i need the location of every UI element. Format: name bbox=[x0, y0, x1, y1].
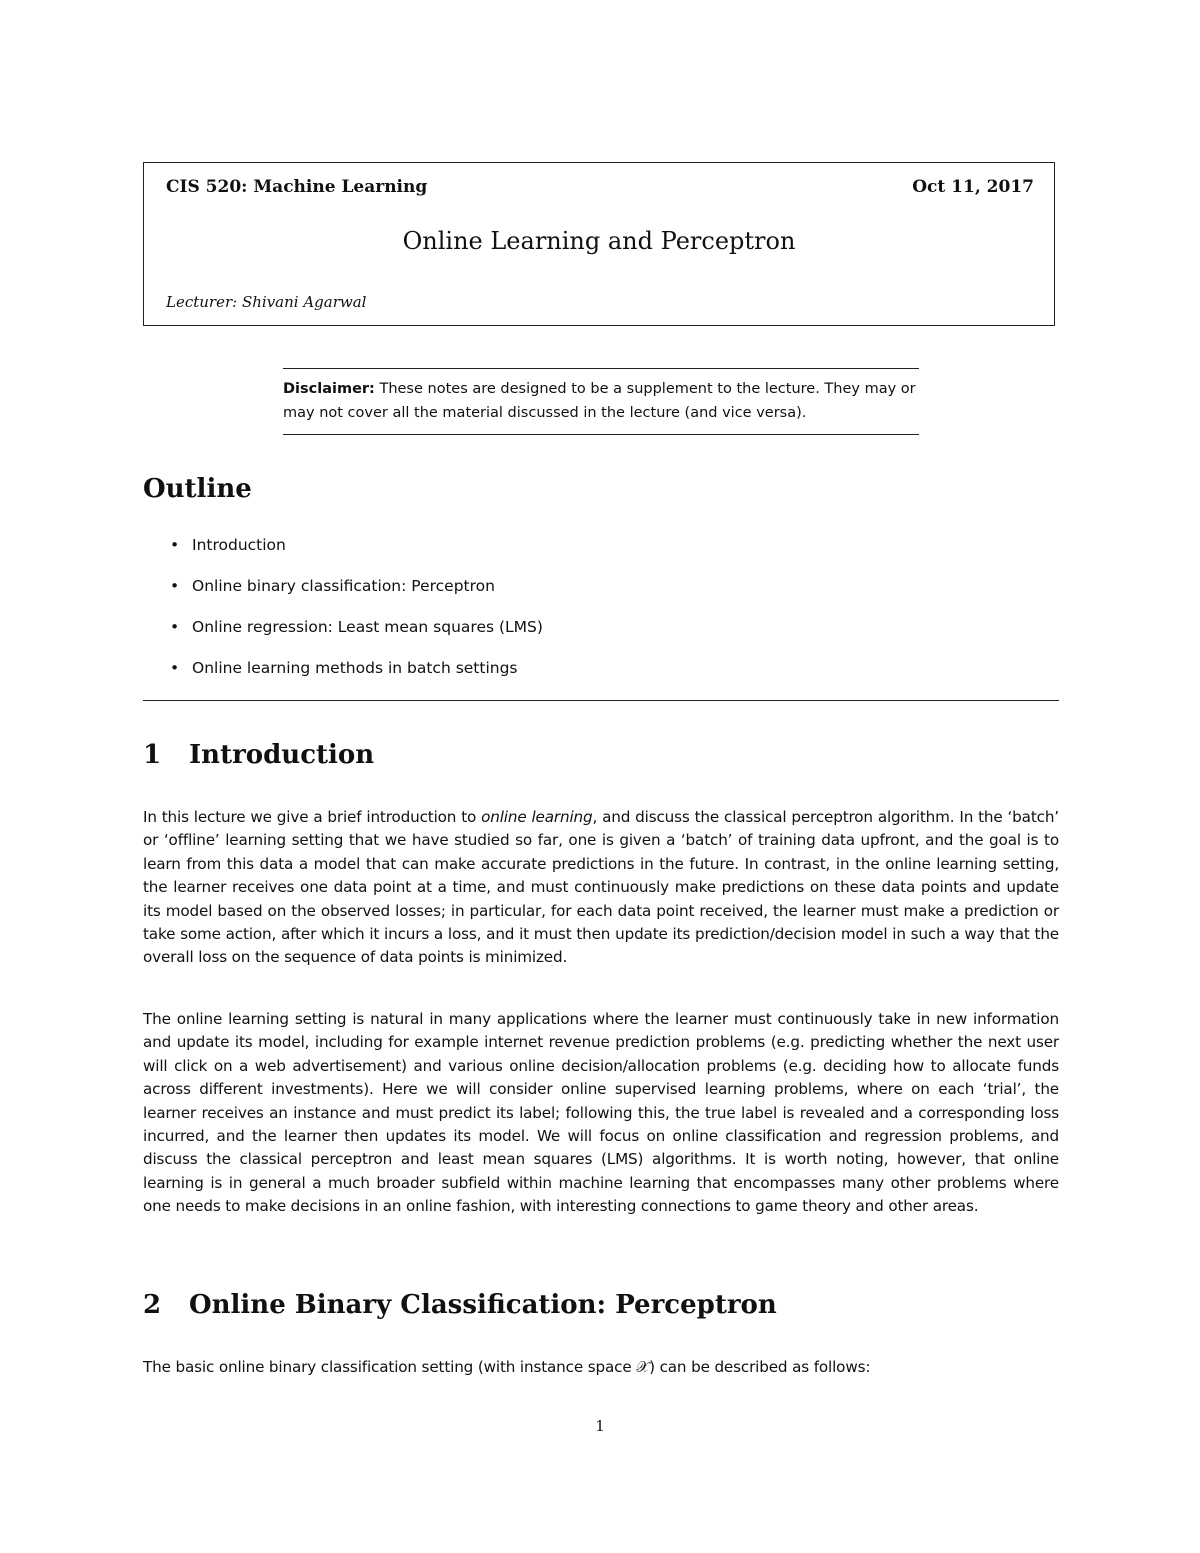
outline-item bbox=[170, 659, 543, 700]
section-2-heading bbox=[143, 1290, 777, 1320]
lecture-date: Oct 11, 2017 bbox=[912, 177, 1034, 197]
section-2-title: Online Binary Classification: Perceptron bbox=[189, 1290, 777, 1320]
outline-item-label: Introduction bbox=[192, 536, 286, 554]
disclaimer-text: These notes are designed to be a supplement to the lecture. They may or may not cover all the material discussed in the lecture (and vice versa). bbox=[283, 381, 916, 421]
disclaimer-box bbox=[283, 368, 919, 435]
bullet-icon: • bbox=[170, 618, 180, 636]
section-1-paragraph-2: The online learning setting is natural in many applications where the learner must continuously take in new information and update its model, including for example internet revenue prediction problems (e.g. predicting whether the next user will click on a web advertisement) and various online decision/allocation problems (e.g. deciding how to allocate funds across different investments). Here we will consider online supervised learning problems, where on each ‘trial’, the learner receives an instance and must predict its label; following this, the true label is revealed and a corresponding loss incurred, and the learner then updates its model. We will focus on online classification and regression problems, and discuss the classical perceptron and least mean squares (LMS) algorithms. It is worth noting, however, that online learning is in general a much broader subfield within machine learning that encompasses many other problems where one needs to make decisions in an online fashion, with interesting connections to game theory and other areas. bbox=[143, 1010, 1059, 1216]
outline-item bbox=[170, 618, 543, 659]
outline-item bbox=[170, 536, 543, 577]
bullet-icon: • bbox=[170, 659, 180, 677]
section-1-paragraph-1 bbox=[143, 806, 1059, 970]
outline-item-label: Online regression: Least mean squares (LMS) bbox=[192, 618, 543, 636]
section-1-title: Introduction bbox=[189, 740, 375, 770]
paragraph-text: In this lecture we give a brief introduction to bbox=[143, 808, 482, 826]
outline-list bbox=[170, 536, 543, 700]
outline-item-label: Online learning methods in batch settings bbox=[192, 659, 518, 677]
bullet-icon: • bbox=[170, 536, 180, 554]
lecture-header-box bbox=[143, 162, 1055, 326]
section-1-number: 1 bbox=[143, 740, 162, 770]
emphasized-term: online learning bbox=[481, 808, 593, 826]
lecturer-name: Lecturer: Shivani Agarwal bbox=[166, 293, 367, 311]
section-2-paragraph-1: The basic online binary classification setting (with instance space 𝒳) can be described as follows: bbox=[143, 1358, 871, 1376]
lecture-title: Online Learning and Perceptron bbox=[402, 227, 796, 255]
paragraph-text: , and discuss the classical perceptron algorithm. In the ‘batch’ or ‘offline’ learning setting that we have studied so far, one is given a ‘batch’ of training data upfront, and the goal is to learn from this data a model that can make accurate predictions in the future. In contrast, in the online learning setting, the learner receives one data point at a time, and must continuously make predictions on these data points and update its model based on the observed losses; in particular, for each data point received, the learner must make a prediction or take some action, after which it incurs a loss, and it must then update its prediction/decision model in such a way that the overall loss on the sequence of data points is minimized. bbox=[143, 808, 1059, 967]
section-1-heading bbox=[143, 740, 374, 770]
bullet-icon: • bbox=[170, 577, 180, 595]
outline-item bbox=[170, 577, 543, 618]
outline-item-label: Online binary classification: Perceptron bbox=[192, 577, 495, 595]
section-2-number: 2 bbox=[143, 1290, 162, 1320]
disclaimer-label: Disclaimer: bbox=[283, 381, 375, 397]
page-number: 1 bbox=[595, 1417, 605, 1435]
outline-heading: Outline bbox=[143, 474, 252, 504]
section-divider bbox=[143, 700, 1059, 701]
course-name: CIS 520: Machine Learning bbox=[166, 177, 428, 197]
